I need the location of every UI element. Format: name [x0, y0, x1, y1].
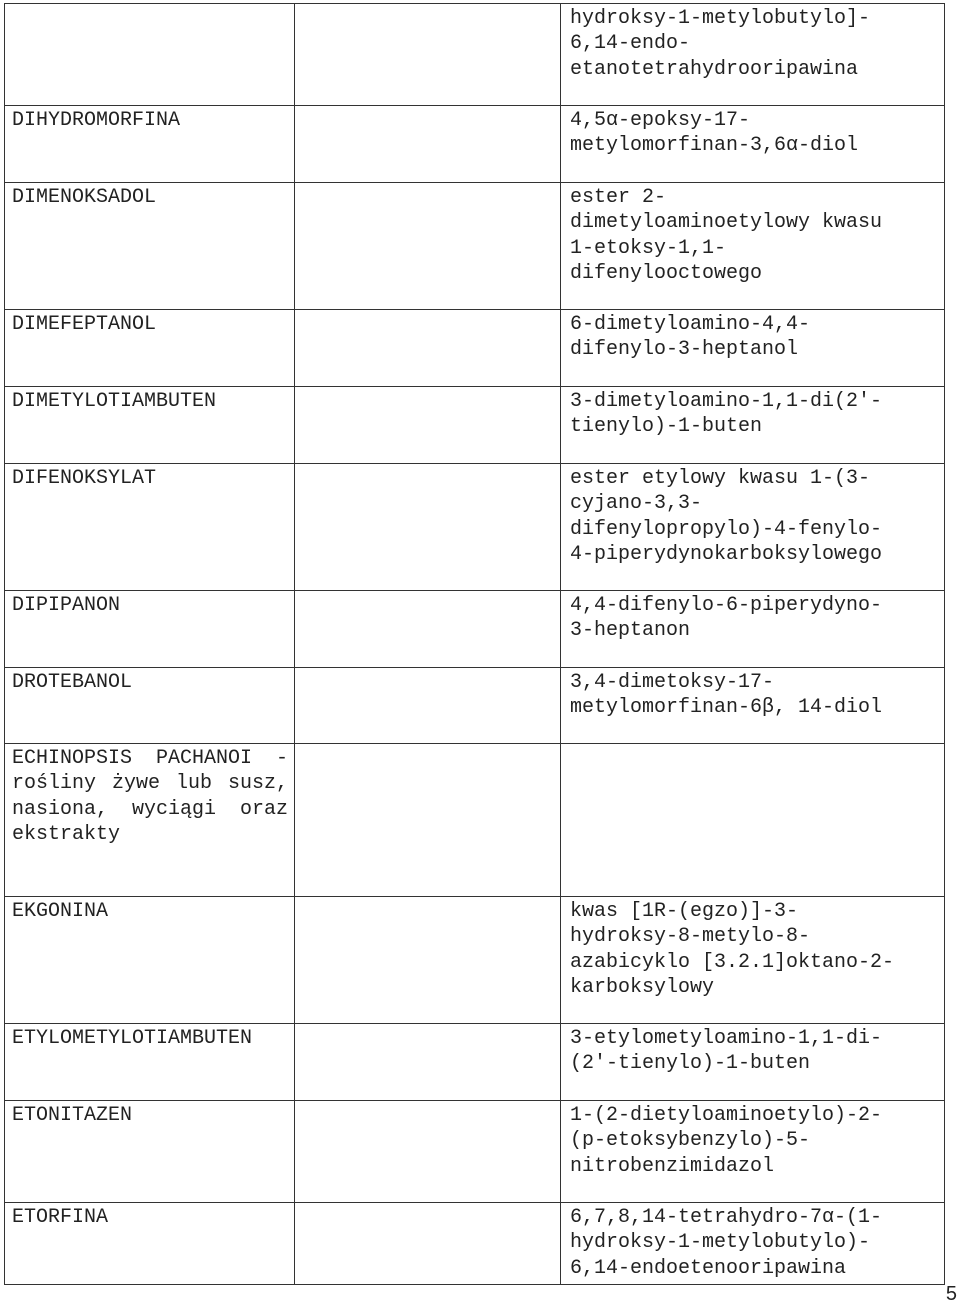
substance-name: DIMETYLOTIAMBUTEN [5, 387, 295, 464]
table-row [5, 1024, 945, 1101]
substance-name: ECHINOPSIS PACHANOI -rośliny żywe lub susz, nasiona, wyciągi oraz ekstrakty [5, 744, 295, 897]
substance-name: DIMEFEPTANOL [5, 310, 295, 387]
table-row [5, 744, 945, 897]
substance-name: ETORFINA [5, 1203, 295, 1285]
blank-cell [295, 106, 561, 183]
substances-table [4, 3, 945, 1285]
blank-cell [295, 591, 561, 668]
blank-cell [295, 464, 561, 591]
chemical-name: 6-dimetyloamino-4,4- difenylo-3-heptanol [561, 310, 945, 387]
table-row [5, 1101, 945, 1203]
table-row [5, 1203, 945, 1285]
chemical-name: 6,7,8,14-tetrahydro-7α-(1- hydroksy-1-metylobutylo)- 6,14-endoetenooripawina [561, 1203, 945, 1285]
chemical-name [561, 744, 945, 897]
substance-name: DIHYDROMORFINA [5, 106, 295, 183]
blank-cell [295, 310, 561, 387]
page-number: 5 [945, 1283, 957, 1305]
chemical-name: ester 2- dimetyloaminoetylowy kwasu 1-etoksy-1,1- difenylooctowego [561, 183, 945, 310]
table-row [5, 464, 945, 591]
table-row [5, 106, 945, 183]
substance-name: ETYLOMETYLOTIAMBUTEN [5, 1024, 295, 1101]
blank-cell [295, 387, 561, 464]
chemical-name: 3-dimetyloamino-1,1-di(2'- tienylo)-1-buten [561, 387, 945, 464]
chemical-name: ester etylowy kwasu 1-(3- cyjano-3,3- difenylopropylo)-4-fenylo- 4-piperydynokarboksylowego [561, 464, 945, 591]
blank-cell [295, 668, 561, 744]
blank-cell [295, 1101, 561, 1203]
chemical-name: 3-etylometyloamino-1,1-di- (2'-tienylo)-1-buten [561, 1024, 945, 1101]
substance-name: DIMENOKSADOL [5, 183, 295, 310]
substance-name: DROTEBANOL [5, 668, 295, 744]
chemical-name: 4,4-difenylo-6-piperydyno- 3-heptanon [561, 591, 945, 668]
table-row [5, 897, 945, 1024]
substance-name [5, 4, 295, 106]
blank-cell [295, 183, 561, 310]
table-row [5, 183, 945, 310]
substance-name: DIFENOKSYLAT [5, 464, 295, 591]
blank-cell [295, 744, 561, 897]
blank-cell [295, 1024, 561, 1101]
table-row [5, 668, 945, 744]
blank-cell [295, 4, 561, 106]
substance-name: ETONITAZEN [5, 1101, 295, 1203]
substance-name: EKGONINA [5, 897, 295, 1024]
chemical-name: 4,5α-epoksy-17- metylomorfinan-3,6α-diol [561, 106, 945, 183]
blank-cell [295, 1203, 561, 1285]
table-row [5, 591, 945, 668]
blank-cell [295, 897, 561, 1024]
table-row [5, 310, 945, 387]
table-row [5, 4, 945, 106]
table-row [5, 387, 945, 464]
chemical-name: 3,4-dimetoksy-17- metylomorfinan-6β, 14-diol [561, 668, 945, 744]
chemical-name: 1-(2-dietyloaminoetylo)-2- (p-etoksybenzylo)-5- nitrobenzimidazol [561, 1101, 945, 1203]
chemical-name: kwas [1R-(egzo)]-3- hydroksy-8-metylo-8- azabicyklo [3.2.1]oktano-2- karboksylowy [561, 897, 945, 1024]
chemical-name: hydroksy-1-metylobutylo]- 6,14-endo- etanotetrahydrooripawina [561, 4, 945, 106]
substance-name: DIPIPANON [5, 591, 295, 668]
